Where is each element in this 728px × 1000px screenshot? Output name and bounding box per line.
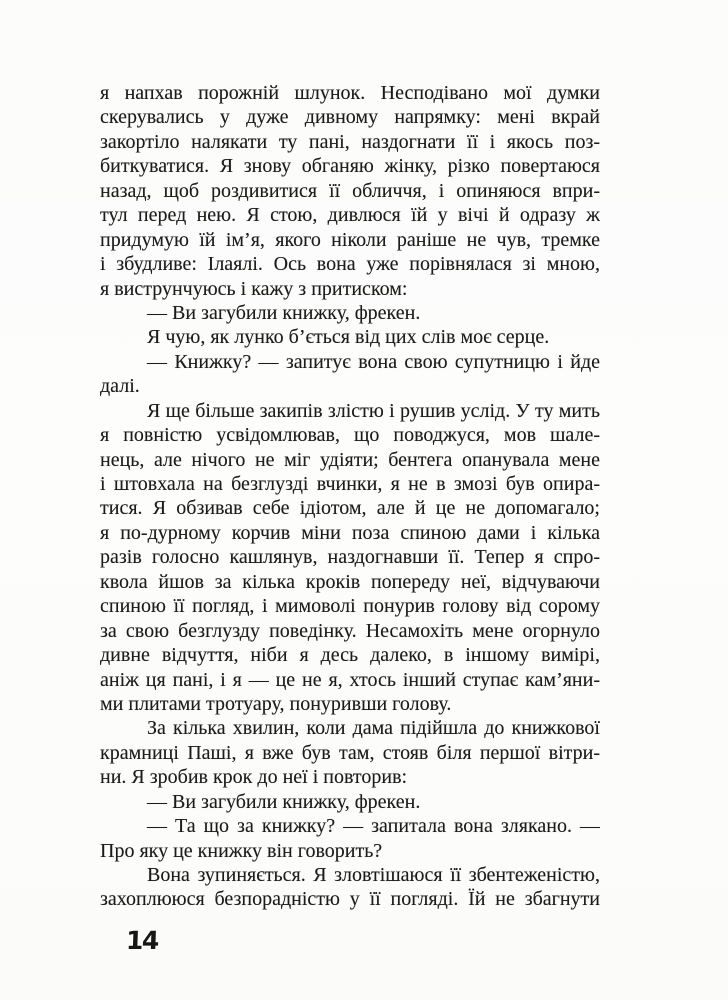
page-number: 14 — [125, 926, 159, 955]
text-line: — Ви загубили книжку, фрекен. — [147, 790, 421, 813]
text-line: закортіло налякати ту пані, наздогнати її і якось поз- — [100, 130, 600, 153]
text-line: биткуватися. Я знову обганяю жінку, різко повертаюся — [100, 155, 600, 178]
paragraph — [100, 814, 600, 863]
text-line: дивне відчуття, ніби я десь далеко, в іншому вимірі, — [100, 644, 600, 667]
text-line: назад, щоб роздивитися її обличчя, і опиняюся впри- — [100, 179, 600, 202]
paragraph — [100, 790, 600, 814]
text-line: За кілька хвилин, коли дама підійшла до книжкової — [147, 717, 600, 740]
paragraph — [100, 863, 600, 912]
text-line: захоплююся безпорадністю у її погляді. Їй не збагнути — [100, 888, 600, 911]
text-line: — Ви загубили книжку, фрекен. — [147, 301, 421, 324]
paragraph — [100, 81, 600, 301]
text-line: придумую їй ім’я, якого ніколи раніше не чув, тремке — [100, 228, 600, 251]
text-line: нець, але нічого не міг удіяти; бентега опанувала мене — [100, 448, 600, 471]
page-text — [100, 81, 600, 912]
text-line: я повністю усвідомлював, що поводжуся, мов шале- — [100, 424, 600, 447]
text-line: Я чую, як лунко б’ється від цих слів моє серце. — [147, 326, 550, 349]
text-line: спиною її погляд, і мимоволі понурив голову від сорому — [100, 595, 600, 618]
text-line: далі. — [100, 375, 140, 398]
text-line: разів голосно кашлянув, наздогнавши її. Тепер я спро- — [100, 546, 600, 569]
text-line: ми плитами тротуару, понуривши голову. — [100, 692, 452, 715]
text-line: квола йшов за кілька кроків попереду неї, відчуваючи — [100, 570, 600, 593]
text-line: і штовхала на безглузді вчинки, я не в змозі був опира- — [100, 473, 600, 495]
text-line: за свою безглузду поведінку. Несамохіть мене огорнуло — [100, 619, 600, 642]
paragraph — [100, 399, 600, 717]
paragraph — [100, 301, 600, 325]
text-line: і збудливе: Ілаялі. Ось вона уже порівнялася зі мною, — [100, 253, 600, 276]
text-line: я напхав порожній шлунок. Несподівано мої думки — [100, 82, 600, 104]
paragraph — [100, 350, 600, 399]
text-line: ни. Я зробив крок до неї і повторив: — [100, 766, 408, 789]
text-line: я виструнчуюсь і кажу з притиском: — [100, 277, 408, 300]
text-line: Я ще більше закипів злістю і рушив услід. У ту мить — [147, 399, 600, 422]
text-line: крамниці Паші, я вже був там, стояв біля першої вітри- — [100, 741, 600, 764]
text-line: Про яку це книжку він говорить? — [100, 839, 383, 862]
text-line: Вона зупиняється. Я зловтішаюся її збентеженістю, — [147, 864, 600, 886]
text-line: — Книжку? — запитує вона свою супутницю і йде — [147, 350, 600, 373]
paragraph — [100, 716, 600, 789]
paragraph — [100, 325, 600, 349]
text-line: аніж ця пані, і я — це не я, хтось інший ступає кам’яни- — [100, 668, 600, 691]
text-line: тися. Я обзивав себе ідіотом, але й це не допомагало; — [100, 497, 600, 520]
text-line: я по-дурному корчив міни поза спиною дами і кілька — [100, 521, 600, 544]
text-line: скерувались у дуже дивному напрямку: мені вкрай — [100, 106, 600, 129]
text-line: — Та що за книжку? — запитала вона злякано. — — [147, 815, 600, 838]
text-line: тул перед нею. Я стою, дивлюся їй у вічі й одразу ж — [100, 204, 600, 227]
